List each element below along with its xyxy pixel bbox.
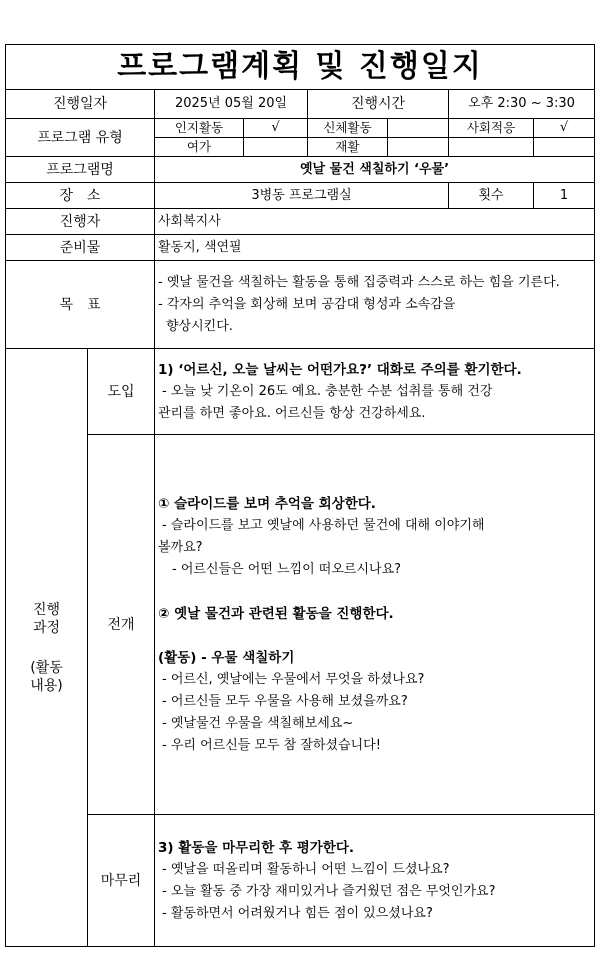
intro-content: [155, 349, 595, 435]
closing-label: 마무리: [88, 815, 155, 947]
type-cognitive-check: √: [244, 119, 308, 138]
activity-line: - 어르신, 옛날에는 우물에서 무엇을 하셨나요?: [162, 671, 425, 687]
closing-content: [155, 815, 595, 947]
activity-line: - 옛날물건 우물을 색칠해보세요~: [162, 715, 354, 731]
closing-line: - 활동하면서 어려웠거나 힘든 점이 있으셨나요?: [162, 905, 433, 921]
development-content: [155, 435, 595, 815]
type-physical-check: [388, 119, 449, 138]
program-name-value: 옛날 물건 색칠하기 ‘우물’: [155, 157, 595, 183]
closing-line: - 옛날을 떠올리며 활동하니 어떤 느낌이 드셨나요?: [162, 861, 450, 877]
intro-label: 도입: [88, 349, 155, 435]
program-name-label: 프로그램명: [6, 157, 155, 183]
time-label: 진행시간: [308, 90, 449, 119]
type-cognitive-label: 인지활동: [155, 119, 244, 138]
activity-heading: (활동) - 우물 색칠하기: [158, 649, 295, 666]
development-heading-2: ② 옛날 물건과 관련된 활동을 진행한다.: [158, 605, 394, 622]
development-line: 볼까요?: [158, 539, 203, 555]
count-value: 1: [534, 183, 595, 209]
type-physical-label: 신체활동: [308, 119, 388, 138]
goals-label: 목 표: [6, 261, 155, 349]
place-value: 3병동 프로그램실: [155, 183, 449, 209]
goal-item: - 옛날 물건을 색칠하는 활동을 통해 집중력과 스스로 하는 힘을 기른다.: [158, 274, 560, 290]
leader-value: 사회복지사: [155, 209, 595, 235]
materials-value: 활동지, 색연필: [155, 235, 595, 261]
type-rehab-check: [388, 138, 449, 157]
type-label: 프로그램 유형: [6, 119, 155, 157]
type-leisure-check: [244, 138, 308, 157]
process-label-line: (활동: [30, 659, 63, 676]
process-label-line: 과정: [32, 619, 61, 636]
program-log-table: [5, 44, 595, 947]
type-social-check: √: [534, 119, 595, 138]
process-label-line: 내용): [30, 677, 63, 694]
type-rehab-label: 재활: [308, 138, 388, 157]
count-label: 횟수: [449, 183, 534, 209]
date-value: 2025년 05월 20일: [155, 90, 308, 119]
closing-line: - 오늘 활동 중 가장 재미있거나 즐거웠던 점은 무엇인가요?: [162, 883, 496, 899]
intro-line: 관리를 하면 좋아요. 어르신들 항상 건강하세요.: [158, 405, 426, 421]
spacer: [158, 625, 591, 647]
development-line: - 어르신들은 어떤 느낌이 떠오르시나요?: [172, 561, 402, 577]
development-label: 전개: [88, 435, 155, 815]
activity-line: - 우리 어르신들 모두 참 잘하셨습니다!: [162, 737, 381, 753]
goal-item: 향상시킨다.: [166, 318, 233, 334]
process-label-line: 진행: [32, 601, 61, 618]
spacer: [158, 581, 591, 603]
type-social-label: 사회적응: [449, 119, 534, 138]
leader-label: 진행자: [6, 209, 155, 235]
goal-item: - 각자의 추억을 회상해 보며 공감대 형성과 소속감을: [158, 296, 456, 312]
intro-line: - 오늘 낮 기온이 26도 예요. 충분한 수분 섭취를 통해 건강: [162, 383, 493, 399]
materials-label: 준비물: [6, 235, 155, 261]
time-value: 오후 2:30 ~ 3:30: [449, 90, 595, 119]
goals-content: [155, 261, 595, 349]
type-empty-check: [534, 138, 595, 157]
type-leisure-label: 여가: [155, 138, 244, 157]
development-line: - 슬라이드를 보고 옛날에 사용하던 물건에 대해 이야기해: [162, 517, 485, 533]
document-title: 프로그램계획 및 진행일지: [6, 45, 595, 90]
development-heading-1: ① 슬라이드를 보며 추억을 회상한다.: [158, 495, 376, 512]
date-label: 진행일자: [6, 90, 155, 119]
type-empty-label: [449, 138, 534, 157]
closing-heading: 3) 활동을 마무리한 후 평가한다.: [158, 839, 354, 856]
place-label: 장 소: [6, 183, 155, 209]
activity-line: - 어르신들 모두 우물을 사용해 보셨을까요?: [162, 693, 408, 709]
intro-heading: 1) ‘어르신, 오늘 날씨는 어떤가요?’ 대화로 주의를 환기한다.: [158, 361, 522, 378]
process-label: [6, 349, 88, 947]
